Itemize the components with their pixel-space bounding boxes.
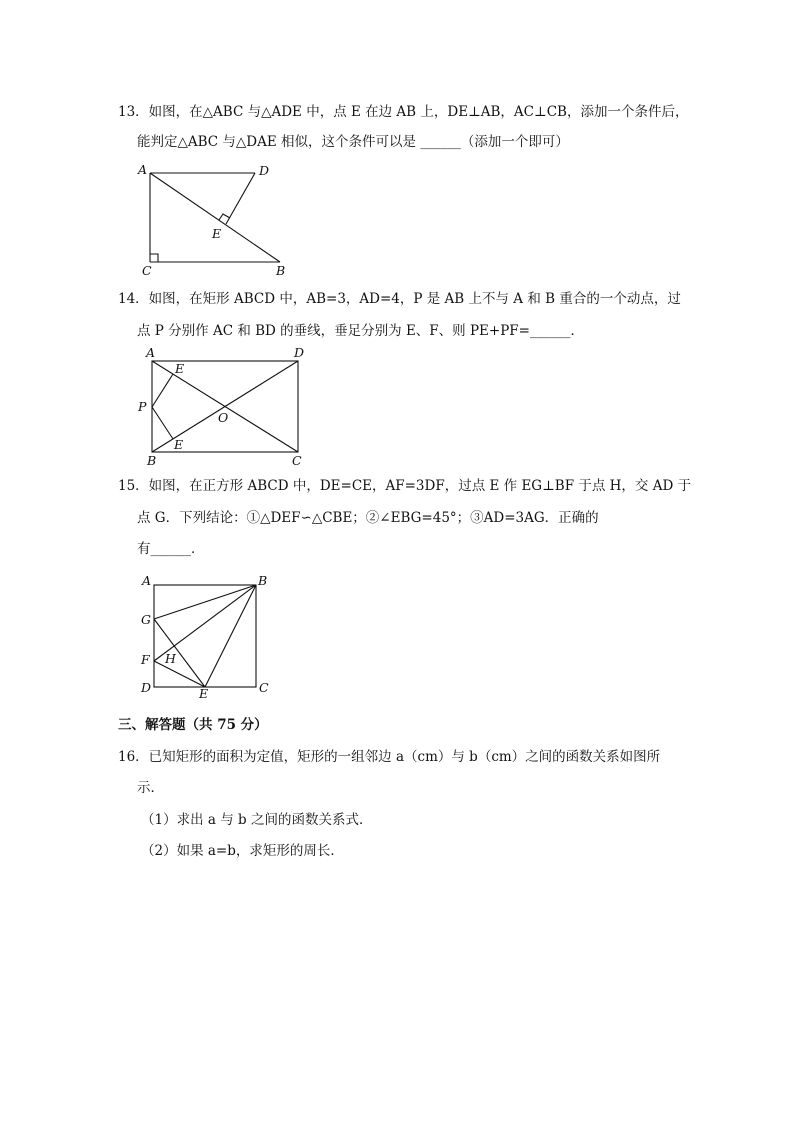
q15-label-d: D	[141, 680, 152, 695]
q15-figure	[135, 568, 280, 703]
q15-label-h: H	[165, 651, 176, 666]
q14-line-2: 点 P 分别作 AC 和 BD 的垂线，垂足分别为 E、F、则 PE+PF=______．	[137, 323, 584, 339]
q15-segment-bg	[154, 585, 256, 619]
q14-label-o: O	[218, 410, 229, 425]
q13-right-angle-c	[150, 254, 158, 262]
section-title: 三、解答题（共 75 分）	[118, 717, 268, 733]
q14-label-d: D	[294, 345, 305, 360]
q14-label-c: C	[292, 453, 302, 468]
q13-figure	[130, 158, 300, 283]
q14-figure	[132, 343, 312, 471]
q13-segment-ab	[150, 173, 280, 262]
q13-label-d: D	[259, 163, 270, 178]
q13-label-e: E	[212, 226, 222, 241]
q16-sub-1: （1）求出 a 与 b 之间的函数关系式．	[141, 812, 373, 828]
q14-label-p: P	[138, 399, 147, 414]
q16-sub-2: （2）如果 a=b，求矩形的周长．	[141, 843, 344, 859]
q15-label-f: F	[141, 652, 150, 667]
q13-label-c: C	[142, 263, 152, 278]
q13-line-1: 13．如图，在△ABC 与△ADE 中，点 E 在边 AB 上，DE⊥AB，AC⊥CB，添加一个条件后，	[118, 104, 689, 120]
q15-label-g: G	[141, 612, 151, 627]
q14-perpendicular-pe	[152, 374, 173, 407]
q15-line-1: 15．如图，在正方形 ABCD 中，DE=CE，AF=3DF，过点 E 作 EG⊥BF 于点 H，交 AD 于	[118, 478, 692, 494]
q15-label-b: B	[258, 573, 268, 588]
q15-segment-be	[205, 585, 256, 687]
q15-label-e: E	[199, 686, 209, 701]
q13-label-b: B	[276, 263, 286, 278]
q14-perpendicular-pf	[152, 407, 173, 439]
q16-line-2: 示．	[137, 780, 164, 796]
q14-label-b: B	[147, 453, 157, 468]
q15-line-3: 有______．	[137, 541, 205, 557]
q16-line-1: 16．已知矩形的面积为定值，矩形的一组邻边 a（cm）与 b（cm）之间的函数关系如图所	[118, 749, 661, 765]
q15-segment-bf	[154, 585, 256, 661]
q15-label-c: C	[259, 680, 269, 695]
q15-segment-fe	[154, 661, 205, 687]
q14-label-e-top: E	[175, 361, 185, 376]
q13-segment-de	[226, 173, 255, 224]
q13-line-2: 能判定△ABC 与△DAE 相似，这个条件可以是 ______（添加一个即可）	[137, 134, 569, 150]
q14-line-1: 14．如图，在矩形 ABCD 中，AB=3，AD=4，P 是 AB 上不与 A 和 B 重合的一个动点，过	[118, 291, 681, 307]
q15-line-2: 点 G．下列结论：①△DEF∽△CBE；②∠EBG=45°；③AD=3AG．正确的	[137, 510, 599, 526]
q13-label-a: A	[138, 162, 148, 177]
q15-square	[154, 585, 256, 687]
q15-label-a: A	[142, 573, 152, 588]
q14-label-a: A	[146, 345, 156, 360]
q14-label-e-bottom: E	[174, 437, 184, 452]
